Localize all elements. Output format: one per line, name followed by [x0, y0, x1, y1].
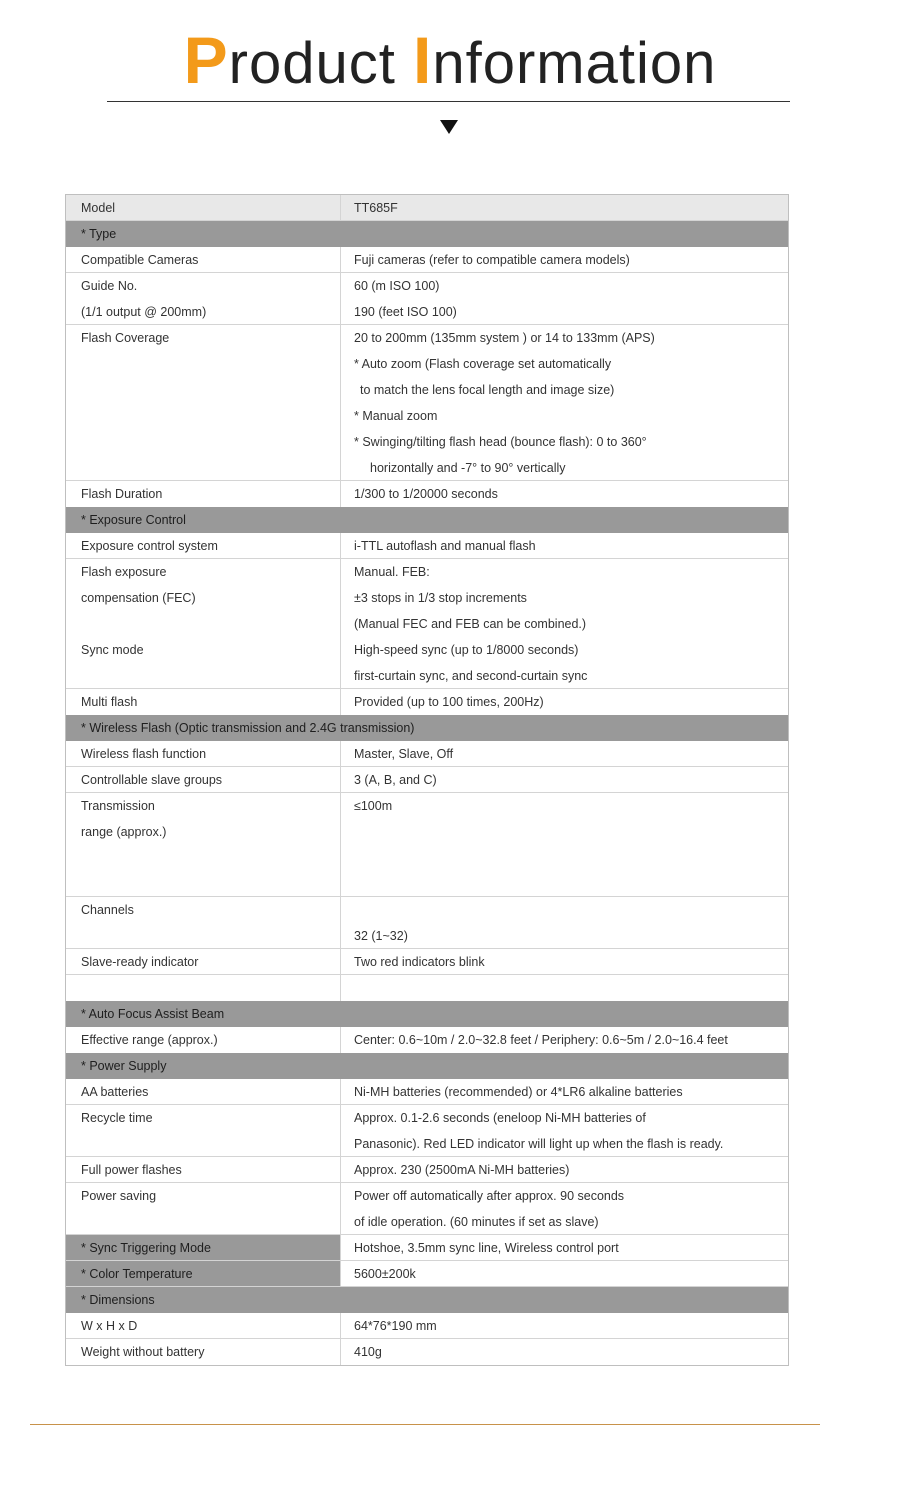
spec-label: Sync mode [81, 643, 144, 657]
spec-value: 5600±200k [340, 1261, 788, 1286]
spec-label [66, 1131, 340, 1156]
section-header [66, 221, 788, 247]
table-row [66, 403, 788, 429]
title-word-roduct: roduct [228, 31, 413, 96]
table-row [66, 533, 788, 559]
table-row [66, 325, 788, 351]
table-row [66, 923, 788, 949]
table-row [66, 611, 788, 637]
spec-label [66, 429, 340, 455]
spec-label: Guide No. [81, 279, 138, 293]
table-row [66, 481, 788, 507]
page-title [0, 20, 900, 104]
table-row [66, 871, 788, 897]
table-row [66, 689, 788, 715]
table-row [66, 1183, 788, 1209]
spec-label [66, 975, 340, 1001]
spec-label: Recycle time [81, 1111, 153, 1125]
table-row [66, 559, 788, 585]
spec-value: of idle operation. (60 minutes if set as slave) [340, 1209, 788, 1234]
spec-value: Master, Slave, Off [340, 741, 788, 766]
table-row [66, 429, 788, 455]
spec-label [66, 611, 340, 637]
spec-value: to match the lens focal length and image size) [340, 377, 788, 403]
spec-value: ±3 stops in 1/3 stop increments [340, 585, 788, 611]
spec-label: Full power flashes [81, 1163, 182, 1177]
spec-label: * Color Temperature [81, 1267, 193, 1281]
spec-value: 190 (feet ISO 100) [340, 299, 788, 324]
spec-value [340, 845, 788, 871]
table-row [66, 767, 788, 793]
bottom-divider [30, 1424, 820, 1425]
spec-value: Provided (up to 100 times, 200Hz) [340, 689, 788, 715]
spec-value: Approx. 0.1-2.6 seconds (eneloop Ni-MH batteries of [340, 1105, 788, 1131]
spec-label: compensation (FEC) [81, 591, 196, 605]
spec-value: * Swinging/tilting flash head (bounce flash): 0 to 360° [340, 429, 788, 455]
spec-value: first-curtain sync, and second-curtain sync [340, 663, 788, 688]
spec-label: Compatible Cameras [81, 253, 199, 267]
spec-value: Power off automatically after approx. 90 seconds [340, 1183, 788, 1209]
table-row [66, 1235, 788, 1261]
section-header [66, 1053, 788, 1079]
spec-value [340, 819, 788, 845]
spec-label: Flash Coverage [81, 331, 170, 345]
table-row [66, 1027, 788, 1053]
spec-label: Controllable slave groups [81, 773, 223, 787]
table-row [66, 273, 788, 299]
spec-value: 60 (m ISO 100) [340, 273, 788, 299]
table-row [66, 897, 788, 923]
spec-label: Flash Duration [81, 487, 163, 501]
table-row [66, 1105, 788, 1131]
spec-value: Two red indicators blink [340, 949, 788, 974]
spec-value: Center: 0.6~10m / 2.0~32.8 feet / Periphery: 0.6~5m / 2.0~16.4 feet [340, 1027, 788, 1053]
spec-label [66, 403, 340, 429]
spec-label [66, 351, 340, 377]
title-initial-i: I [412, 23, 433, 97]
spec-label [66, 871, 340, 896]
spec-value: Panasonic). Red LED indicator will light up when the flash is ready. [340, 1131, 788, 1156]
spec-value: (Manual FEC and FEB can be combined.) [340, 611, 788, 637]
spec-label: range (approx.) [81, 825, 167, 839]
table-row [66, 741, 788, 767]
spec-value: i-TTL autoflash and manual flash [340, 533, 788, 558]
spec-label: (1/1 output @ 200mm) [81, 305, 207, 319]
spec-label [66, 845, 340, 871]
section-header [66, 1001, 788, 1027]
spec-value: 410g [340, 1339, 788, 1365]
spec-value: horizontally and -7° to 90° vertically [340, 455, 788, 480]
table-row [66, 377, 788, 403]
spec-label: Effective range (approx.) [81, 1033, 218, 1047]
spec-label: Slave-ready indicator [81, 955, 199, 969]
table-row [66, 819, 788, 845]
table-row [66, 663, 788, 689]
section-title: * Dimensions [81, 1293, 155, 1307]
title-divider [107, 101, 790, 102]
spec-label: Wireless flash function [81, 747, 207, 761]
table-row [66, 1131, 788, 1157]
spec-table [65, 194, 789, 1366]
spec-value: 1/300 to 1/20000 seconds [340, 481, 788, 507]
section-title: * Type [81, 227, 117, 241]
table-row [66, 585, 788, 611]
spec-value: Approx. 230 (2500mA Ni-MH batteries) [340, 1157, 788, 1182]
spec-label: Channels [81, 903, 134, 917]
table-row [66, 949, 788, 975]
spec-label: Power saving [81, 1189, 157, 1203]
section-header [66, 507, 788, 533]
spec-value: 3 (A, B, and C) [340, 767, 788, 792]
table-row [66, 455, 788, 481]
spec-label: Flash exposure [81, 565, 167, 579]
spec-label: Transmission [81, 799, 155, 813]
spec-value [340, 975, 788, 1001]
table-row [66, 1339, 788, 1365]
table-header-row [66, 195, 788, 221]
spec-label: W x H x D [81, 1319, 138, 1333]
spec-label [66, 455, 340, 480]
section-title: * Power Supply [81, 1059, 167, 1073]
table-row [66, 975, 788, 1001]
spec-value [340, 871, 788, 896]
spec-label: Weight without battery [81, 1345, 205, 1359]
spec-label [66, 377, 340, 403]
section-header [66, 1287, 788, 1313]
spec-value: Ni-MH batteries (recommended) or 4*LR6 alkaline batteries [340, 1079, 788, 1104]
spec-label [66, 923, 340, 948]
spec-value: Manual. FEB: [340, 559, 788, 585]
spec-label [66, 1209, 340, 1234]
section-title: * Wireless Flash (Optic transmission and 2.4G transmission) [81, 721, 415, 735]
title-initial-p: P [183, 23, 229, 97]
spec-label: Exposure control system [81, 539, 218, 553]
table-row [66, 793, 788, 819]
table-row [66, 1209, 788, 1235]
table-row [66, 1261, 788, 1287]
spec-label [66, 663, 340, 688]
section-title: * Auto Focus Assist Beam [81, 1007, 225, 1021]
table-row [66, 247, 788, 273]
table-row [66, 1157, 788, 1183]
table-row [66, 299, 788, 325]
spec-label: * Sync Triggering Mode [81, 1241, 211, 1255]
section-header [66, 715, 788, 741]
spec-value: 32 (1~32) [340, 923, 788, 948]
spec-value [340, 897, 788, 923]
spec-label: Model [81, 201, 116, 215]
spec-value: Hotshoe, 3.5mm sync line, Wireless control port [340, 1235, 788, 1260]
table-row [66, 637, 788, 663]
spec-value: ≤100m [340, 793, 788, 819]
spec-value: High-speed sync (up to 1/8000 seconds) [340, 637, 788, 663]
spec-value: Fuji cameras (refer to compatible camera models) [340, 247, 788, 272]
table-row [66, 845, 788, 871]
title-word-nformation: nformation [432, 31, 717, 96]
spec-value: 20 to 200mm (135mm system ) or 14 to 133mm (APS) [340, 325, 788, 351]
down-arrow-icon [440, 120, 458, 134]
section-title: * Exposure Control [81, 513, 186, 527]
table-row [66, 1313, 788, 1339]
spec-value: * Auto zoom (Flash coverage set automatically [340, 351, 788, 377]
table-row [66, 351, 788, 377]
spec-value: * Manual zoom [340, 403, 788, 429]
spec-label: Multi flash [81, 695, 138, 709]
table-row [66, 1079, 788, 1105]
spec-label: AA batteries [81, 1085, 149, 1099]
spec-value: TT685F [340, 195, 788, 220]
spec-value: 64*76*190 mm [340, 1313, 788, 1338]
